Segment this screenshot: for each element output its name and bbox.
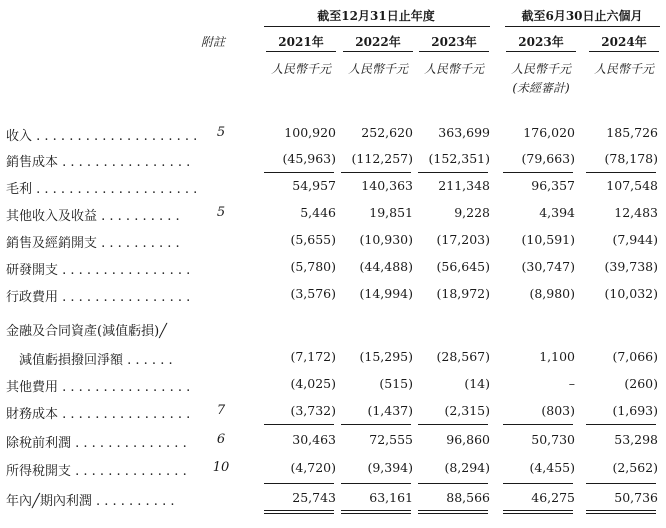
row-value: (2,562)	[612, 460, 658, 475]
row-value: 50,736	[614, 490, 658, 505]
row-value: 1,100	[539, 349, 575, 364]
row-value: (10,032)	[604, 286, 658, 301]
unit-label-2021: 人民幣千元	[270, 62, 331, 76]
subtotal-rule	[341, 483, 411, 484]
unit-label-2023: 人民幣千元	[423, 62, 484, 76]
subtotal-rule	[503, 483, 573, 484]
subtotal-rule	[341, 172, 411, 173]
row-value: (5,780)	[290, 259, 336, 274]
row-value: (10,930)	[359, 232, 413, 247]
row-label: 毛利 . . . . . . . . . . . . . . . . . . . .	[6, 182, 198, 197]
row-value: 54,957	[292, 178, 336, 193]
row-value: 5,446	[300, 205, 336, 220]
row-value: (112,257)	[351, 151, 413, 166]
row-value: (7,066)	[612, 349, 658, 364]
subtotal-rule	[503, 424, 573, 425]
row-value: (3,732)	[290, 403, 336, 418]
year-header-2022: 2022年	[355, 35, 401, 49]
year-rule-2024-6m	[589, 51, 659, 52]
row-label: 所得稅開支 . . . . . . . . . . . . . .	[6, 464, 187, 479]
row-value: (803)	[541, 403, 575, 418]
total-double-rule	[264, 510, 334, 514]
subtotal-rule	[264, 424, 334, 425]
row-value: (7,172)	[290, 349, 336, 364]
row-value: 363,699	[438, 125, 490, 140]
subtotal-rule	[586, 483, 656, 484]
row-value: (1,437)	[367, 403, 413, 418]
row-label: 其他收入及收益 . . . . . . . . . .	[6, 209, 180, 224]
row-label: 其他費用 . . . . . . . . . . . . . . . .	[6, 380, 191, 395]
subtotal-rule	[586, 172, 656, 173]
row-label: 研發開支 . . . . . . . . . . . . . . . .	[6, 263, 191, 278]
row-note: 10	[212, 460, 230, 475]
group-header-full-year: 截至12月31日止年度	[317, 9, 435, 23]
row-value: 96,860	[446, 432, 490, 447]
subtotal-rule	[586, 424, 656, 425]
year-rule-2022	[343, 51, 413, 52]
year-rule-2021	[266, 51, 336, 52]
row-value: 50,730	[531, 432, 575, 447]
year-header-2023-6m: 2023年	[518, 35, 564, 49]
row-value: (152,351)	[428, 151, 490, 166]
row-value: (39,738)	[604, 259, 658, 274]
row-value: 96,357	[531, 178, 575, 193]
row-value: 211,348	[438, 178, 490, 193]
row-note: 5	[216, 125, 226, 140]
subtotal-rule	[264, 172, 334, 173]
row-value: 185,726	[606, 125, 658, 140]
row-note: 7	[216, 403, 226, 418]
row-value: –	[568, 376, 575, 391]
row-value: 25,743	[292, 490, 336, 505]
row-label: 除稅前利潤 . . . . . . . . . . . . . .	[6, 436, 187, 451]
row-value: 46,275	[531, 490, 575, 505]
row-value: 140,363	[361, 178, 413, 193]
subtotal-rule	[418, 483, 488, 484]
row-value: 9,228	[454, 205, 490, 220]
total-double-rule	[503, 510, 573, 514]
total-double-rule	[418, 510, 488, 514]
group-header-six-months: 截至6月30日止六個月	[521, 9, 643, 23]
group-header-six-months-rule	[505, 26, 660, 27]
row-value: (4,455)	[529, 460, 575, 475]
row-note: 6	[216, 432, 226, 447]
row-value: (10,591)	[521, 232, 575, 247]
row-value: (515)	[379, 376, 413, 391]
row-value: 107,548	[606, 178, 658, 193]
subtotal-rule	[418, 172, 488, 173]
row-value: (14)	[464, 376, 490, 391]
row-value: 53,298	[614, 432, 658, 447]
row-label: 財務成本 . . . . . . . . . . . . . . . .	[6, 407, 191, 422]
row-value: (15,295)	[359, 349, 413, 364]
row-value: (260)	[624, 376, 658, 391]
row-value: (9,394)	[367, 460, 413, 475]
row-value: (45,963)	[282, 151, 336, 166]
row-label: 減值虧損撥回淨額 . . . . . .	[6, 353, 173, 368]
row-value: (18,972)	[436, 286, 490, 301]
row-value: (7,944)	[612, 232, 658, 247]
row-value: (4,025)	[290, 376, 336, 391]
row-value: (44,488)	[359, 259, 413, 274]
row-value: (79,663)	[521, 151, 575, 166]
row-value: 30,463	[292, 432, 336, 447]
row-value: 176,020	[523, 125, 575, 140]
row-value: 100,920	[284, 125, 336, 140]
row-value: 4,394	[539, 205, 575, 220]
row-value: (17,203)	[436, 232, 490, 247]
row-label: 銷售成本 . . . . . . . . . . . . . . . .	[6, 155, 191, 170]
row-value: (56,645)	[436, 259, 490, 274]
group-header-full-year-rule	[264, 26, 490, 27]
subtotal-rule	[341, 424, 411, 425]
total-double-rule	[341, 510, 411, 514]
row-value: (4,720)	[290, 460, 336, 475]
year-rule-2023-6m	[506, 51, 576, 52]
year-header-2023: 2023年	[431, 35, 477, 49]
unit-label-2024-6m: 人民幣千元	[593, 62, 654, 76]
row-value: 19,851	[369, 205, 413, 220]
row-label: 銷售及經銷開支 . . . . . . . . . .	[6, 236, 180, 251]
row-label: 收入 . . . . . . . . . . . . . . . . . . . .	[6, 129, 198, 144]
subtotal-rule	[418, 424, 488, 425]
row-value: (8,980)	[529, 286, 575, 301]
row-value: 252,620	[361, 125, 413, 140]
row-value: (2,315)	[444, 403, 490, 418]
year-header-2024-6m: 2024年	[601, 35, 647, 49]
total-double-rule	[586, 510, 656, 514]
row-value: (14,994)	[359, 286, 413, 301]
note-column-header: 附註	[201, 35, 226, 49]
row-value: 72,555	[369, 432, 413, 447]
subtotal-rule	[264, 483, 334, 484]
unit-label-2022: 人民幣千元	[347, 62, 408, 76]
row-label: 行政費用 . . . . . . . . . . . . . . . .	[6, 290, 191, 305]
row-value: 63,161	[369, 490, 413, 505]
year-rule-2023	[419, 51, 489, 52]
year-header-2021: 2021年	[278, 35, 324, 49]
row-label: 金融及合同資產(減值虧損)╱	[6, 324, 167, 339]
row-value: (28,567)	[436, 349, 490, 364]
row-value: (8,294)	[444, 460, 490, 475]
row-note: 5	[216, 205, 226, 220]
unit-label-2023-6m: 人民幣千元	[510, 62, 571, 76]
subtotal-rule	[503, 172, 573, 173]
unaudited-label: (未經審計)	[512, 81, 570, 95]
row-value: (3,576)	[290, 286, 336, 301]
row-value: (5,655)	[290, 232, 336, 247]
row-value: (1,693)	[612, 403, 658, 418]
row-value: 12,483	[614, 205, 658, 220]
row-value: (30,747)	[521, 259, 575, 274]
row-label: 年內╱期內利潤 . . . . . . . . . .	[6, 494, 175, 509]
row-value: (78,178)	[604, 151, 658, 166]
row-value: 88,566	[446, 490, 490, 505]
